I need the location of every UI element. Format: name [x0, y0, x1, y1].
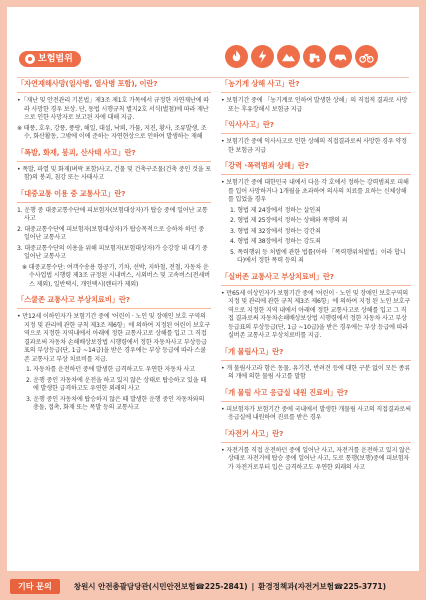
section-underline: [17, 308, 211, 309]
section-underline: [221, 133, 411, 134]
section-title: 「스쿨존 교통사고 부상치료비」란?: [17, 295, 130, 304]
section-underline: [221, 360, 411, 361]
contact-separator: |: [251, 581, 255, 591]
fire-icon: [225, 45, 248, 68]
section-text: ※ 태풍, 호우, 강풍, 풍랑, 해일, 대설, 낙뢰, 가뭄, 지진, 황사, 조류발생, 조수, 화산활동, 그밖에 이에 준하는 자연현상으로 인하여 발생하는 재해: [17, 124, 207, 140]
section-underline: [221, 92, 411, 93]
section-text: 1. 형법 제 24장에서 정하는 살인죄: [230, 206, 321, 214]
section-text: 4. 형법 제 38장에서 정하는 강도죄: [230, 238, 321, 245]
section-badge: [19, 51, 81, 67]
section-text: 3. 형법 제 32장에서 정하는 강간죄: [230, 227, 321, 235]
footer: [0, 572, 426, 600]
section-text: 2. 운행 중인 자동차에 운전을 하고 있지 않은 상태로 탑승하고 있을 때에 발생한 급격하고도 우연한 외래의 사고: [26, 376, 207, 392]
section-text: • 폭발, 파열 및 화재(벼락 포함)사고, 건물 및 건축구조물(건축 중인 것을 포함)의 붕괴, 침강 또는 사태사고: [17, 165, 211, 181]
contact-safety: 창원시 안전총괄담당관(시민안전보험☎225-2841): [73, 581, 248, 591]
section-text: 3. 운행 중인 자동차에 탑승하지 않은 때 발생한 운행 중인 자동차와의 충돌, 접촉, 화재 또는 폭발 등의 교통사고: [26, 395, 205, 411]
section-underline: [17, 202, 211, 203]
inquiry-label: 기타 문의: [10, 579, 60, 594]
section-title: 「개 물림사고」란?: [221, 346, 284, 356]
left-column: [17, 79, 211, 415]
section-underline: [221, 442, 411, 443]
section-text: • 보험기간 중에 「농기계로 인하여 발생한 상해」의 직접적 결과로 사망 또는 후유장해시 보험금 지급: [221, 97, 408, 113]
section-title: 「자연재해사망(일사병, 열사병 포함), 이란?: [17, 79, 158, 88]
section-title: 「자전거 사고」란?: [221, 428, 284, 438]
section-text: • 보험기간 중에 대한민국 내에서 다음 각 호에서 정하는 강력범죄로 피해를 입어 사망하거나 1개월을 초과하여 의사의 치료를 요하는 신체상해를 입었을 경우: [221, 179, 409, 203]
section-title: 「개 물림 사고 응급실 내원 진료비」란?: [221, 387, 348, 397]
section-text: • 만12세 이하인자가 보험기간 중에 '어린이 · 노인 및 장애인 보호 구역의 지정 및 관리에 관한 규칙 제3조 제6항」에 의하여 지정된 어린이 보호구역으로 지정한 지역내에서 아래에 정한 교통사고로 상해를 입고 그 직접 결과로써 자동차 손해배상보장법 시행령에서 정한 자동차사고 부상등급표의 부상등급(단, 1급 ~14급)을 받은 경우에는 부상 등급에 따라 스쿨존 교통사고 부상 치료비를 지급.: [17, 313, 211, 363]
header: [7, 15, 419, 85]
mountain-icon: [277, 45, 300, 68]
bicycle-icon: [355, 45, 378, 68]
coverage-icons: [225, 45, 378, 68]
section-underline: [221, 285, 411, 286]
section-underline: [221, 174, 411, 175]
lightning-icon: [251, 45, 274, 68]
section-text: 1. 자동차를 운전하던 중에 발생한 급격하고도 우연한 자동차 사고: [26, 366, 195, 373]
section-text: 1. 운행 중 대중교통수단에 피보험자(보험대상자)가 탑승 중에 일어난 교통사고: [17, 206, 208, 222]
section-text: • 자전거를 직접 운전하던 중에 일어난 사고, 자전거를 운전하고 있지 않은 상태로 자전거에 탑승 중에 일어난 사고, 도로 통행(보행)중에 피보험자가 자전거로부터 입은 급격하고도 우연한 외래의 사고: [221, 446, 411, 471]
header-divider: [17, 77, 409, 78]
section-text: • 개 물림사고라 함은 동물, 유기견, 반려견 등에 대한 구분 없이 모든 종류의 개에 의한 물림 사고를 말함: [221, 364, 411, 380]
section-text: •「재난 및 안전관리 기본법」제3조 제1호 가목에서 규정한 자연재난에 따라 사망한 경우 보상. 단, 동법 시행규칙 별지2호 서식(별첨)에 따라 재난으로 인한 사망자로 보고된 자에 대해 지급.: [17, 97, 209, 121]
section-title: 「대중교통 이용 중 교통사고」란?: [17, 188, 126, 198]
section-title: 「폭발, 화재, 붕괴, 산사태 사고」란?: [17, 147, 136, 157]
car-icon: [329, 45, 352, 68]
section-text: 2. 대중교통수단에 피보험자(보험대상자)가 탑승목적으로 승하차 하던 중 일어난 교통사고: [17, 225, 205, 241]
right-column: [221, 79, 411, 474]
section-title: 「실버존 교통사고 부상치료비」란?: [221, 271, 334, 281]
section-text: • 만65세 이상인자가 보험기간 중에 '어린이 · 노인 및 장애인 보호구역의 지정 및 관리에 관한 규칙 제3조 제6항」에 의하여 지정 된 노인 보호구역으로 지정한 지역 내에서 아래에 정한 교통사고로 상해를 입고 그 직접 결과로써 자동차손해배상보상법 시행령에서 정한 자동차 사고 부상등급표의 부상등급(단, 1급 ~10급)을 받은 경우에는 부상 등급에 따라 실버존 교통사고 부상치료비를 지급.: [221, 289, 411, 339]
section-text: • 피보험자가 보험기간 중에 국내에서 발생한 개물림 사고의 직접결과로써 응급실에 내원하여 진료를 받은 경우: [221, 405, 411, 421]
contact-bicycle: 환경정책과(자전거보험☎225-3771): [258, 581, 386, 591]
section-text: • 보험기간 중에 익사사고로 인한 상해의 직접결과로써 사망한 경우 약정한 보험금 지급: [221, 138, 407, 154]
badge-label: 보험범위: [38, 54, 73, 64]
section-text: ※ 대중교통수단: 여객수송용 항공기, 기차, 선박, 지하철, 전철, 자동차 운수사업법 시행령 제3조 규정된 시내버스, 시외버스 및 고속버스(전세버스 제외), 일반택시, 개인택시(렌터카 제외): [22, 263, 210, 288]
pin-icon: [25, 54, 35, 64]
section-underline: [17, 161, 211, 162]
section-underline: [221, 401, 411, 402]
section-title: 「강력 ·폭력범죄 상해」란?: [221, 161, 309, 170]
section-title: 「농기계 상해 사고」란?: [221, 79, 300, 88]
section-text: 3. 대중교통수단의 이용을 위해 피보험자(보험대상자)가 승강장 내 대기 중 일어난 교통사고: [17, 244, 208, 260]
brochure-page: [7, 7, 419, 571]
section-text: 5. 폭력행위 등 처벌에 관한 법률(아하 「폭력행위처벌법」이라 합니다)에서 정한 폭력 등의 죄: [230, 248, 406, 264]
section-title: 「익사사고」란?: [221, 120, 274, 129]
section-text: 2. 형법 제 25장에서 정하는 상해와 폭행의 죄: [230, 217, 348, 224]
tractor-icon: [303, 45, 326, 68]
section-underline: [17, 92, 211, 93]
